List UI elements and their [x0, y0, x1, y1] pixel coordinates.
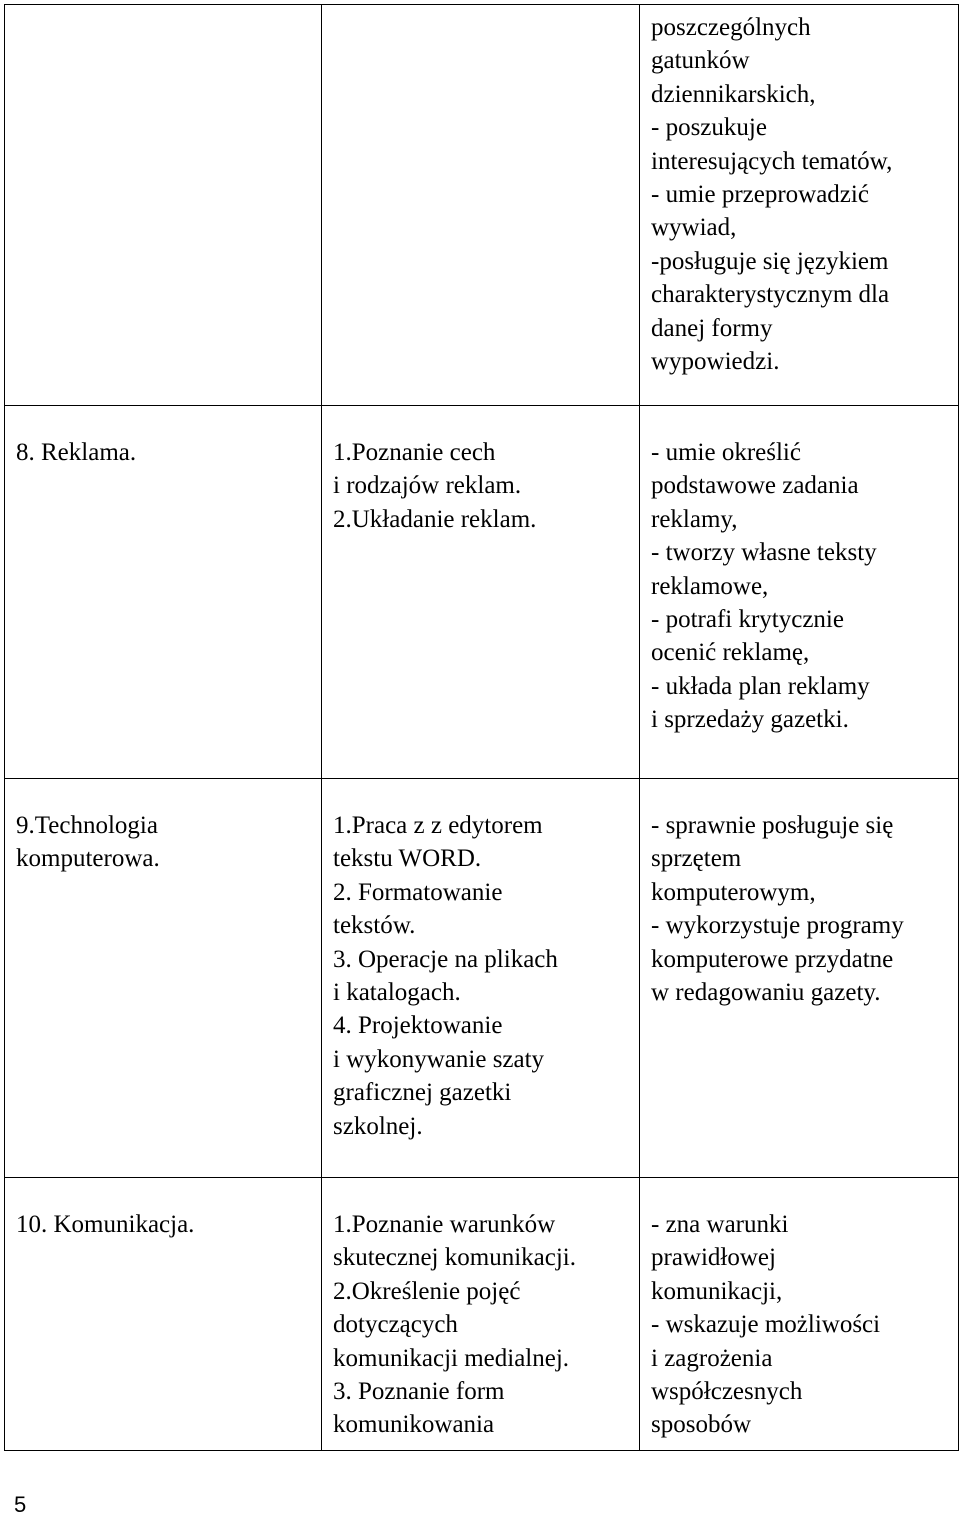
table-row: [5, 1178, 959, 1451]
topic-cell: [5, 779, 322, 1178]
outcomes-text-line: - potrafi krytycznie: [651, 606, 844, 634]
content-text-line: i wykonywanie szaty: [333, 1045, 545, 1073]
outcomes-text-line: gatunków: [651, 47, 750, 75]
topic-text-line: 10. Komunikacja.: [16, 1211, 195, 1238]
outcomes-text-line: i zagrożenia: [651, 1344, 773, 1372]
outcomes-text-line: - układa plan reklamy: [651, 672, 870, 700]
content-cell: [322, 406, 640, 779]
outcomes-text-line: -posługuje się językiem: [651, 247, 889, 275]
outcomes-text-line: danej formy: [651, 314, 773, 342]
content-text-line: 3. Operacje na plikach: [333, 945, 558, 973]
outcomes-text-line: poszczególnych: [651, 14, 811, 41]
content-text-line: 3. Poznanie form: [333, 1378, 505, 1406]
outcomes-text-line: interesujących tematów,: [651, 147, 893, 175]
content-text-line: 2. Formatowanie: [333, 878, 503, 906]
outcomes-text-line: - umie przeprowadzić: [651, 181, 869, 209]
outcomes-text-line: komunikacji,: [651, 1277, 783, 1305]
outcomes-text-line: - tworzy własne teksty: [651, 539, 877, 567]
content-text-line: 2.Układanie reklam.: [333, 505, 537, 533]
content-cell: [322, 1178, 640, 1451]
content-text-line: i rodzajów reklam.: [333, 472, 522, 500]
outcomes-text-line: komputerowe przydatne: [651, 945, 894, 973]
outcomes-text-line: - umie określić: [651, 439, 801, 466]
content-text-line: 1.Praca z z edytorem: [333, 812, 543, 839]
topic-cell: [5, 1178, 322, 1451]
outcomes-cell: [640, 406, 959, 779]
content-text-line: komunikowania: [333, 1411, 495, 1439]
outcomes-text-line: wypowiedzi.: [651, 348, 780, 376]
outcomes-text-line: charakterystycznym dla: [651, 281, 890, 309]
outcomes-text-line: sposobów: [651, 1411, 752, 1439]
outcomes-text-line: - wykorzystuje programy: [651, 912, 904, 940]
content-text-line: tekstu WORD.: [333, 845, 482, 873]
content-text-line: graficznej gazetki: [333, 1079, 512, 1107]
curriculum-table: [4, 4, 959, 1451]
outcomes-text-line: - sprawnie posługuje się: [651, 812, 894, 839]
outcomes-cell: [640, 5, 959, 406]
outcomes-text-line: komputerowym,: [651, 878, 816, 906]
topic-cell: [5, 5, 322, 406]
content-text-line: szkolnej.: [333, 1112, 423, 1140]
page-number: 5: [14, 1492, 27, 1517]
content-text-line: tekstów.: [333, 912, 416, 940]
content-text-line: 2.Określenie pojęć: [333, 1277, 521, 1305]
outcomes-text-line: ocenić reklamę,: [651, 639, 810, 667]
content-text-line: dotyczących: [333, 1311, 458, 1339]
table-row: [5, 5, 959, 406]
outcomes-text-line: reklamy,: [651, 505, 738, 533]
content-cell: [322, 779, 640, 1178]
table-row: [5, 779, 959, 1178]
content-text-line: komunikacji medialnej.: [333, 1344, 570, 1372]
content-text-line: 1.Poznanie cech: [333, 439, 496, 466]
content-text-line: 1.Poznanie warunków: [333, 1211, 556, 1238]
outcomes-text-line: współczesnych: [651, 1378, 803, 1406]
content-text-line: i katalogach.: [333, 979, 461, 1007]
outcomes-text-line: - poszukuje: [651, 114, 767, 142]
outcomes-text-line: dziennikarskich,: [651, 80, 816, 108]
outcomes-text-line: wywiad,: [651, 214, 737, 242]
topic-cell: [5, 406, 322, 779]
table-row: [5, 406, 959, 779]
outcomes-text-line: reklamowe,: [651, 572, 769, 600]
outcomes-text-line: sprzętem: [651, 845, 742, 873]
content-text-line: skutecznej komunikacji.: [333, 1244, 576, 1272]
topic-text-line: 8. Reklama.: [16, 439, 137, 466]
outcomes-cell: [640, 1178, 959, 1451]
outcomes-text-line: podstawowe zadania: [651, 472, 859, 500]
topic-text-line: 9.Technologia: [16, 812, 158, 839]
outcomes-text-line: prawidłowej: [651, 1244, 776, 1272]
outcomes-cell: [640, 779, 959, 1178]
topic-text-line: komputerowa.: [16, 845, 160, 873]
outcomes-text-line: i sprzedaży gazetki.: [651, 706, 849, 734]
outcomes-text-line: - zna warunki: [651, 1211, 789, 1238]
outcomes-text-line: w redagowaniu gazety.: [651, 979, 881, 1007]
outcomes-text-line: - wskazuje możliwości: [651, 1311, 881, 1339]
content-cell: [322, 5, 640, 406]
content-text-line: 4. Projektowanie: [333, 1012, 503, 1040]
